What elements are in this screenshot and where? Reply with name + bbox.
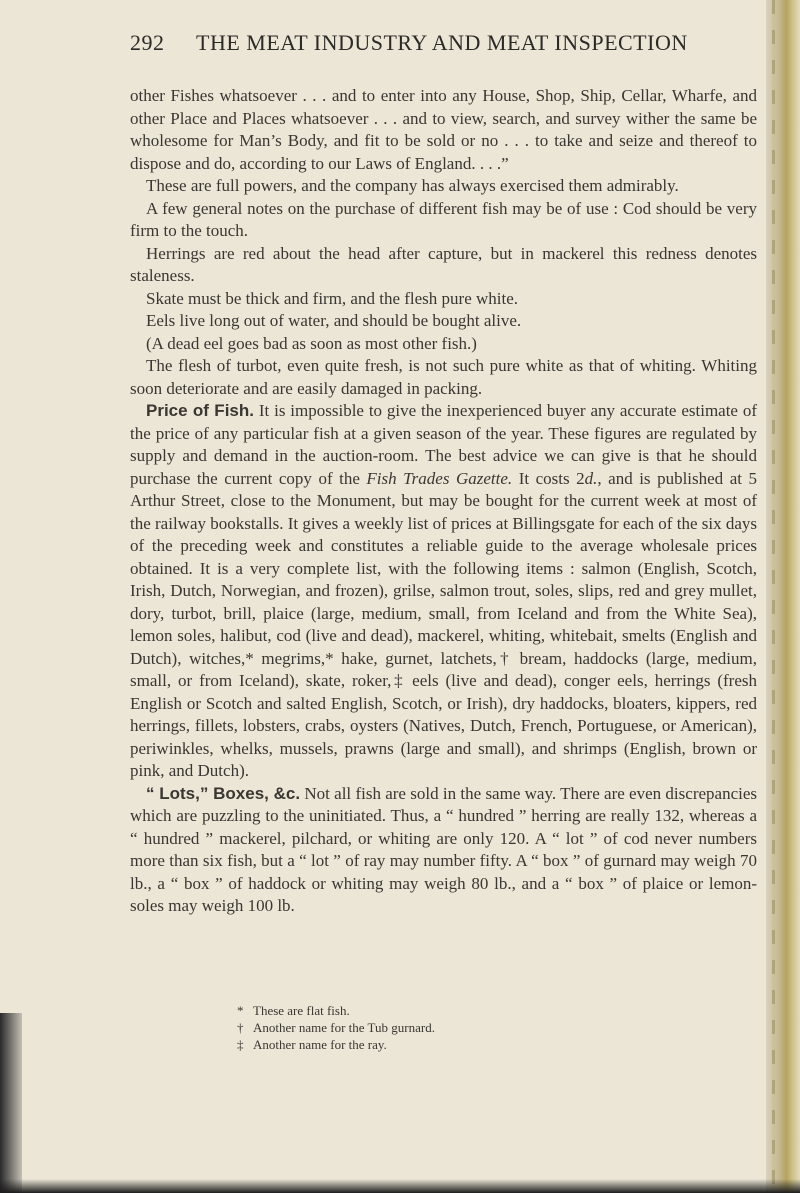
price-text-c: , and is published at 5 Arthur Street, close to the Monument, but may be bought for the current week at most of the railway bookstalls. It gives a weekly list of prices at Billingsgate for each of the six days of the preceding week and constitutes a reliable guide to the average wholesale prices obtained. It is a very complete list, with the following items : salmon (English, Scotch, Irish, Dutch, Norwegian, and frozen), grilse, salmon trout, soles, slips, red and grey mullet, dory, turbot, brill, plaice (large, medium, small, from Iceland and from the White Sea), lemon soles, halibut, cod (live and dead), mackerel, whiting, whitebait, smelts (English and Dutch), witches,* megrims,* hake, gurnet, latchets,† bream, haddocks (large, medium, small, or from Iceland), skate, roker,‡ eels (live and dead), conger eels, herrings (fresh English or Scotch and salted English, Scotch, or Irish), dry haddocks, bloaters, kippers, red herrings, fillets, lobsters, crabs, oysters (Natives, Dutch, French, Portuguese, or American), periwinkles, whelks, mussels, prawns (large and small), and shrimps (English, brown or pink, and Dutch). bbox=[130, 468, 757, 780]
page-edge bbox=[766, 0, 800, 1193]
footnote bbox=[237, 1019, 697, 1036]
footnote-text: Another name for the Tub gurnard. bbox=[253, 1020, 435, 1035]
price-text-a: It is impossible to give the inexperienced buyer any accurate estimate of the price of any particular fish at a given season of the year. These figures are regulated by supply and demand in the auction-room. The best advice we can give is that he should purchase the current copy of the bbox=[130, 401, 758, 488]
footnote-mark: † bbox=[237, 1020, 244, 1035]
gazette-title: Fish Trades Gazette. bbox=[366, 468, 513, 488]
paragraph-lots-boxes bbox=[130, 783, 757, 918]
paragraph-dead-eel: (A dead eel goes bad as soon as most other fish.) bbox=[146, 333, 477, 353]
running-header bbox=[130, 30, 710, 62]
footnote-mark: ‡ bbox=[237, 1037, 244, 1052]
sidehead-lots-boxes: “ Lots,” Boxes, &c. bbox=[146, 783, 301, 803]
pence-abbrev: d. bbox=[584, 468, 598, 488]
paragraph-general-notes: A few general notes on the purchase of different fish may be of use : Cod should be very firm to the touch. bbox=[130, 198, 757, 240]
book-spine-shadow bbox=[0, 1013, 22, 1193]
footnote-text: Another name for the ray. bbox=[253, 1037, 387, 1052]
lots-text: Not all fish are sold in the same way. There are even discrepancies which are puzzling to the uninitiated. Thus, a “ hundred ” herring are really 132, whereas a “ hundred ” mackerel, pilchard, or whiting are only 120. A “ lot ” of cod never numbers more than six fish, but a “ lot ” of ray may number fifty. A “ box ” of gurnard may weigh 70 lb., a “ box ” of haddock or whiting may weigh 80 lb., and a “ box ” of plaice or lemon-soles may weigh 100 lb. bbox=[130, 783, 757, 915]
price-text-b: It costs 2 bbox=[512, 468, 585, 488]
footnote-text: These are flat fish. bbox=[253, 1003, 350, 1018]
page-number: 292 bbox=[130, 30, 165, 55]
body-text bbox=[130, 85, 757, 918]
footnotes bbox=[237, 1002, 697, 1053]
paragraph-quote-continuation: other Fishes whatsoever . . . and to enter into any House, Shop, Ship, Cellar, Wharfe, and other Place and Places whatsoever . . . and to view, search, and survey wither the same be wholesome for Man’s Body, and fit to be sold or no . . . to take and seize and thereof to dispose and do, according to our Laws of England. . . .” bbox=[130, 86, 757, 173]
footnote bbox=[237, 1002, 697, 1019]
footnote-mark: * bbox=[237, 1003, 244, 1018]
sidehead-price-of-fish: Price of Fish. bbox=[146, 401, 254, 420]
paragraph-herrings: Herrings are red about the head after capture, but in mackerel this redness denotes staleness. bbox=[130, 243, 757, 285]
paragraph-skate: Skate must be thick and firm, and the flesh pure white. bbox=[146, 288, 519, 308]
paragraph-turbot: The flesh of turbot, even quite fresh, is not such pure white as that of whiting. Whiting soon deteriorate and are easily damaged in packing. bbox=[130, 356, 757, 398]
paragraph-eels: Eels live long out of water, and should be bought alive. bbox=[146, 311, 522, 330]
bottom-shadow bbox=[0, 1179, 800, 1193]
running-title: THE MEAT INDUSTRY AND MEAT INSPECTION bbox=[196, 30, 688, 55]
footnote bbox=[237, 1036, 697, 1053]
paragraph-price-of-fish bbox=[130, 400, 757, 783]
paragraph-powers: These are full powers, and the company has always exercised them admirably. bbox=[146, 176, 679, 195]
